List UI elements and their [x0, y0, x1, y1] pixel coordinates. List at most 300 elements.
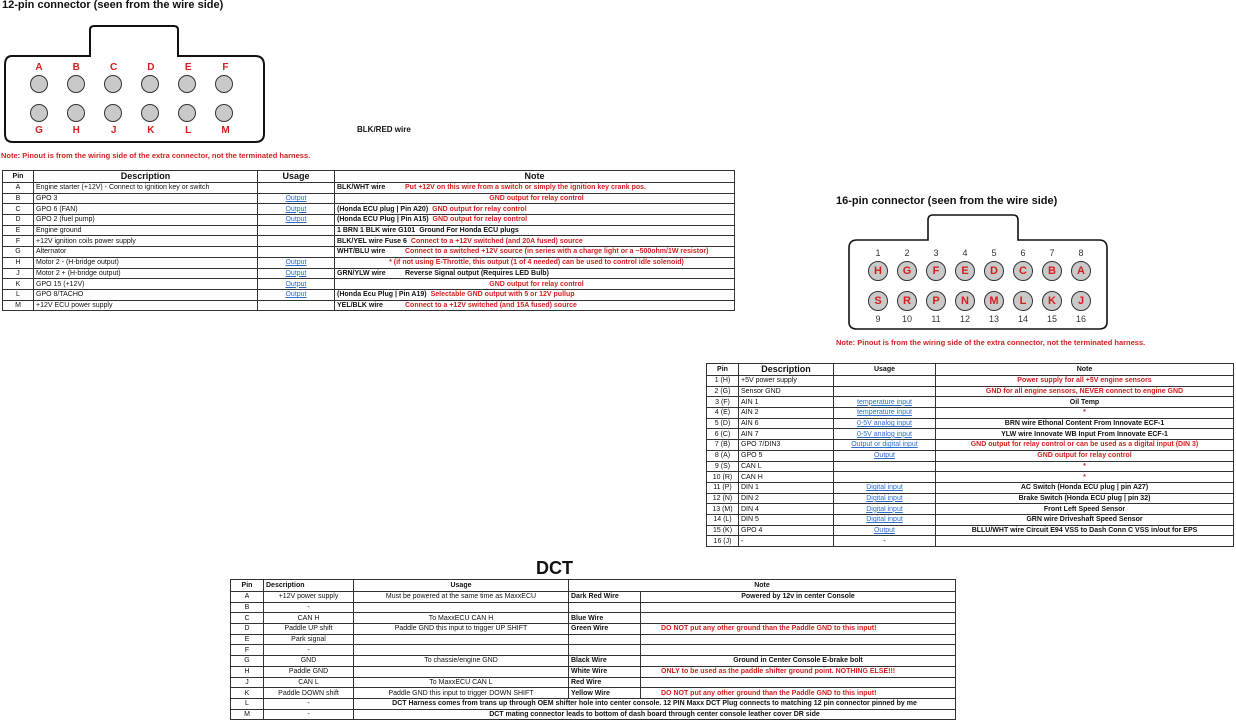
c16-usage-link[interactable]: Output or digital input — [851, 441, 918, 449]
c12-wire-label: (Honda Ecu Plug | Pin A19) — [337, 291, 427, 299]
c12-pin-circle — [178, 75, 196, 93]
dct-cell-note — [641, 677, 956, 688]
c16-cell-pin: 12 (N) — [707, 493, 739, 504]
c12-cell-usage — [258, 204, 335, 215]
dct-cell-desc: Paddle UP shift — [264, 624, 354, 635]
c16-table-row — [707, 514, 1234, 525]
dct-title: DCT — [536, 558, 573, 578]
c16-cell-usage — [834, 482, 936, 493]
dct-table-row — [231, 688, 956, 699]
c12-cell-usage — [258, 193, 335, 204]
c16-cell-pin: 6 (C) — [707, 429, 739, 440]
dct-cell-desc: GND — [264, 656, 354, 667]
c16-cell-pin: 7 (B) — [707, 440, 739, 451]
c16-table-row — [707, 429, 1234, 440]
c12-wire-label: (Honda ECU Plug | Pin A15) — [337, 216, 429, 224]
c16-header-usage: Usage — [834, 364, 936, 376]
c16-cell-note: * — [936, 408, 1234, 419]
c12-cell-usage — [258, 215, 335, 226]
dct-cell-usage — [354, 602, 569, 613]
c12-bottom-pins — [30, 104, 233, 122]
c16-pin-circle: N — [955, 291, 975, 311]
c16-cell-pin: 10 (R) — [707, 472, 739, 483]
dct-cell-pin: A — [231, 592, 264, 603]
c12-pin-circle — [141, 75, 159, 93]
dct-cell-note — [641, 634, 956, 645]
dct-table-row — [231, 677, 956, 688]
c12-cell-usage — [258, 279, 335, 290]
c16-usage-link[interactable]: Output — [873, 452, 895, 460]
c16-pin-number: 11 — [931, 314, 941, 324]
c16-cell-desc: AIN 2 — [739, 408, 834, 419]
c16-usage-link[interactable]: Digital input — [866, 484, 903, 492]
c16-cell-usage — [834, 514, 936, 525]
c16-cell-pin: 14 (L) — [707, 514, 739, 525]
c16-pin-circle: F — [926, 261, 946, 281]
c12-title: 12-pin connector (seen from the wire side) — [2, 0, 224, 11]
c16-cell-desc: GPO 4 — [739, 525, 834, 536]
c16-cell-desc: - — [739, 536, 834, 547]
c16-pin-circle: K — [1042, 291, 1062, 311]
c12-cell-desc: Engine ground — [34, 225, 258, 236]
c16-cell-usage — [834, 504, 936, 515]
c12-pinout-table — [2, 170, 735, 311]
c16-cell-usage — [834, 450, 936, 461]
c16-pin-circle: E — [955, 261, 975, 281]
c12-cell-pin: A — [3, 183, 34, 194]
c16-pin-number: 2 — [904, 248, 910, 258]
dct-cell-wire — [569, 645, 641, 656]
c16-table-row — [707, 536, 1234, 547]
c12-cell-note — [335, 215, 735, 226]
c12-cell-desc: Motor 2 + (H-bridge output) — [34, 268, 258, 279]
c16-table-row — [707, 440, 1234, 451]
c12-wire-label: 1 BRN 1 BLK wire G101 — [337, 227, 416, 235]
c16-table-row — [707, 397, 1234, 408]
dct-cell-pin: L — [231, 698, 264, 709]
dct-cell-pin: F — [231, 645, 264, 656]
dct-cell-pin: E — [231, 634, 264, 645]
c12-cell-pin: G — [3, 247, 34, 258]
dct-table-row — [231, 613, 956, 624]
c12-note-text: Connect to a +12V switched (and 20A fused) source — [410, 237, 583, 245]
c16-cell-note: YLW wire Innovate WB Input From Innovate ECF-1 — [936, 429, 1234, 440]
c12-cell-desc: Alternator — [34, 247, 258, 258]
c16-cell-pin: 13 (M) — [707, 504, 739, 515]
dct-table-row — [231, 666, 956, 677]
c16-note: Note: Pinout is from the wiring side of the extra connector, not the terminated harness. — [836, 338, 1146, 347]
dct-cell-pin: M — [231, 709, 264, 720]
c12-cell-usage — [258, 268, 335, 279]
c12-header-note: Note — [335, 171, 735, 183]
c16-table-row — [707, 525, 1234, 536]
c12-cell-note — [335, 289, 735, 300]
c16-cell-desc: +5V power supply — [739, 376, 834, 387]
c16-pin-number: 16 — [1075, 314, 1086, 324]
c16-cell-desc: DIN 2 — [739, 493, 834, 504]
c16-usage-link: - — [883, 537, 886, 545]
c12-pin-label: A — [35, 62, 43, 73]
dct-cell-note: DO NOT put any other ground than the Paddle GND to this input! — [641, 624, 956, 635]
c16-pin-number: 13 — [988, 314, 999, 324]
dct-cell-note — [641, 613, 956, 624]
c12-cell-desc: GPO 2 (fuel pump) — [34, 215, 258, 226]
c16-cell-desc: Sensor GND — [739, 386, 834, 397]
dct-cell-desc: Paddle DOWN shift — [264, 688, 354, 699]
c12-cell-pin: F — [3, 236, 34, 247]
c16-table-row — [707, 493, 1234, 504]
c12-note: Note: Pinout is from the wiring side of the extra connector, not the terminated harness. — [1, 151, 311, 160]
c16-cell-usage — [834, 472, 936, 483]
c12-note-text: GND output for relay control — [432, 205, 527, 213]
c16-usage-link[interactable]: Digital input — [866, 494, 903, 502]
c16-title: 16-pin connector (seen from the wire side) — [836, 195, 1058, 207]
c16-cell-usage — [834, 440, 936, 451]
c12-cell-note — [335, 236, 735, 247]
c16-table-row — [707, 376, 1234, 387]
dct-cell-wide-note: DCT mating connector leads to bottom of dash board through center console leather cover DR side — [354, 709, 956, 720]
c16-pin-number: 12 — [959, 314, 970, 324]
c16-table-row — [707, 461, 1234, 472]
c16-pin-number: 8 — [1078, 248, 1084, 258]
c16-cell-note: * — [936, 461, 1234, 472]
dct-cell-wire: White Wire — [569, 666, 641, 677]
c16-cell-usage — [834, 408, 936, 419]
dct-cell-pin: H — [231, 666, 264, 677]
dct-table-row-wide — [231, 709, 956, 720]
c12-pin-circle — [141, 104, 159, 122]
c16-table-row — [707, 504, 1234, 515]
c16-table-row — [707, 418, 1234, 429]
dct-header-usage: Usage — [354, 580, 569, 592]
c12-table-row — [3, 247, 735, 258]
c12-table-row — [3, 289, 735, 300]
dct-header-pin: Pin — [231, 580, 264, 592]
c16-table-row — [707, 450, 1234, 461]
c16-cell-usage — [834, 386, 936, 397]
c16-pin-circle: C — [1013, 261, 1033, 281]
dct-cell-pin: G — [231, 656, 264, 667]
dct-header-desc: Description — [264, 580, 354, 592]
c16-pin-circle: G — [897, 261, 917, 281]
c12-pin-label: J — [110, 125, 117, 136]
c12-cell-pin: B — [3, 193, 34, 204]
c16-pin-circle: D — [984, 261, 1004, 281]
dct-cell-usage — [354, 645, 569, 656]
c12-pin-label: G — [35, 125, 43, 136]
dct-table-row — [231, 656, 956, 667]
c12-pin-circle — [178, 104, 196, 122]
c12-cell-usage — [258, 183, 335, 194]
dct-cell-usage: To chassie/engine GND — [354, 656, 569, 667]
c12-header-usage: Usage — [258, 171, 335, 183]
c16-pin-circle: M — [984, 291, 1004, 311]
c12-usage-link[interactable]: Output — [285, 291, 307, 299]
dct-table-row — [231, 645, 956, 656]
c12-pin-circle — [215, 104, 233, 122]
c16-cell-desc: DIN 5 — [739, 514, 834, 525]
dct-cell-desc: CAN H — [264, 613, 354, 624]
c12-cell-usage — [258, 289, 335, 300]
c12-pin-circle — [104, 104, 122, 122]
c16-cell-usage — [834, 536, 936, 547]
c16-cell-note: Brake Switch (Honda ECU plug | pin 32) — [936, 493, 1234, 504]
dct-cell-note — [641, 645, 956, 656]
c12-cell-pin: M — [3, 300, 34, 311]
c16-cell-pin: 8 (A) — [707, 450, 739, 461]
dct-cell-wire: Red Wire — [569, 677, 641, 688]
c16-usage-link[interactable]: Digital input — [866, 516, 903, 524]
c12-cell-note — [335, 279, 735, 290]
c12-table-row — [3, 183, 735, 194]
c16-pin-circle: S — [868, 291, 888, 311]
dct-cell-wire: Blue Wire — [569, 613, 641, 624]
c16-cell-pin: 5 (D) — [707, 418, 739, 429]
dct-cell-usage — [354, 634, 569, 645]
c12-pin-label: M — [221, 125, 230, 136]
c16-bottom-pins — [868, 291, 1091, 311]
c12-usage-link[interactable]: Output — [285, 280, 307, 288]
dct-table-row-wide — [231, 698, 956, 709]
c12-cell-pin: D — [3, 215, 34, 226]
c12-cell-note — [335, 204, 735, 215]
c16-table-row — [707, 482, 1234, 493]
c16-cell-desc: DIN 1 — [739, 482, 834, 493]
c16-header-note: Note — [936, 364, 1234, 376]
c12-bottom-labels — [28, 125, 236, 136]
dct-cell-usage: To MaxxECU CAN H — [354, 613, 569, 624]
c12-cell-note — [335, 183, 735, 194]
c12-table-row — [3, 215, 735, 226]
c12-wire-label: (Honda ECU plug | Pin A20) — [337, 205, 429, 213]
c12-cell-pin: L — [3, 289, 34, 300]
c16-cell-desc: GPO 5 — [739, 450, 834, 461]
c16-cell-desc: CAN H — [739, 472, 834, 483]
c16-pin-number: 4 — [962, 248, 968, 258]
c12-cell-pin: J — [3, 268, 34, 279]
c16-cell-note: Front Left Speed Sensor — [936, 504, 1234, 515]
c12-cell-desc: GPO 6 (FAN) — [34, 204, 258, 215]
dct-cell-wide-note: DCT Harness comes from trans up through OEM shifter hole into center console. 12 PIN Maxx DCT Plug connects to matching 12 pin connector pinned by me — [354, 698, 956, 709]
c12-note-text: Ground For Honda ECU plugs — [419, 227, 519, 235]
c12-cell-note — [335, 268, 735, 279]
dct-cell-desc: Paddle GND — [264, 666, 354, 677]
c16-usage-link[interactable]: Digital input — [866, 505, 903, 513]
c16-cell-usage — [834, 418, 936, 429]
c12-table-row — [3, 236, 735, 247]
c16-cell-note: GND for all engine sensors, NEVER connect to engine GND — [936, 386, 1234, 397]
c12-cell-note — [335, 225, 735, 236]
c16-cell-note: AC Switch (Honda ECU plug | pin A27) — [936, 482, 1234, 493]
dct-table-row — [231, 592, 956, 603]
c12-cell-note — [335, 257, 735, 268]
c16-cell-note: Power supply for all +5V engine sensors — [936, 376, 1234, 387]
c16-cell-note: GRN wire Driveshaft Speed Sensor — [936, 514, 1234, 525]
c12-pin-circle — [67, 104, 85, 122]
c12-usage-link[interactable]: Output — [285, 269, 307, 277]
c12-pin-circle — [30, 104, 48, 122]
c16-table-row — [707, 408, 1234, 419]
c16-pin-number: 7 — [1049, 248, 1055, 258]
c12-table-row — [3, 257, 735, 268]
c12-table-row — [3, 193, 735, 204]
c12-header-pin: Pin — [3, 171, 34, 183]
c16-top-pins — [868, 261, 1091, 281]
c16-header-pin: Pin — [707, 364, 739, 376]
c16-pin-number: 5 — [991, 248, 997, 258]
c12-table-row — [3, 300, 735, 311]
dct-cell-note — [641, 602, 956, 613]
c12-pin-label: L — [185, 125, 192, 136]
c12-note-text: * (if not using E-Throttle, this output (1 of 4 needed) can be used to control idle solenoid) — [389, 259, 684, 267]
c16-pin-circle: A — [1071, 261, 1091, 281]
c16-cell-usage — [834, 397, 936, 408]
c16-cell-pin: 1 (H) — [707, 376, 739, 387]
c12-cell-pin: C — [3, 204, 34, 215]
dct-cell-pin: C — [231, 613, 264, 624]
c16-pin-number: 15 — [1046, 314, 1057, 324]
c16-pin-circle: R — [897, 291, 917, 311]
c16-pin-number: 9 — [875, 314, 881, 324]
c16-bottom-numbers — [867, 314, 1092, 324]
c12-cell-usage — [258, 257, 335, 268]
c12-pin-label: B — [72, 62, 80, 73]
c16-pin-number: 6 — [1020, 248, 1026, 258]
c16-usage-link[interactable]: temperature input — [857, 398, 912, 406]
c12-pin-label: D — [147, 62, 155, 73]
c16-pin-number: 3 — [933, 248, 939, 258]
c16-pin-number: 10 — [901, 314, 912, 324]
c12-table-row — [3, 225, 735, 236]
c16-usage-link[interactable]: temperature input — [857, 409, 912, 417]
c16-usage-link[interactable]: 0-5V analog input — [857, 430, 912, 438]
dct-cell-usage: Paddle GND this input to trigger UP SHIFT — [354, 624, 569, 635]
c12-cell-note — [335, 193, 735, 204]
c12-cell-desc: +12V ignition coils power supply — [34, 236, 258, 247]
c12-cell-desc: Motor 2 - (H-bridge output) — [34, 257, 258, 268]
dct-table-row — [231, 634, 956, 645]
c12-side-label: BLK/RED wire — [357, 125, 411, 134]
c16-pin-circle: H — [868, 261, 888, 281]
c16-pin-circle: B — [1042, 261, 1062, 281]
c16-cell-pin: 16 (J) — [707, 536, 739, 547]
c12-pin-label: H — [72, 125, 80, 136]
c16-cell-desc: CAN L — [739, 461, 834, 472]
c16-cell-usage — [834, 525, 936, 536]
c16-header-desc: Description — [739, 364, 834, 376]
dct-cell-pin: J — [231, 677, 264, 688]
c16-cell-pin: 2 (G) — [707, 386, 739, 397]
c12-note-text: Connect to a +12V switched (and 15A fused) source — [405, 301, 577, 309]
dct-cell-wire: Green Wire — [569, 624, 641, 635]
c12-note-text: Put +12V on this wire from a switch or simply the ignition key crank pos. — [405, 184, 646, 192]
c16-cell-desc: GPO 7/DIN3 — [739, 440, 834, 451]
c12-cell-note — [335, 247, 735, 258]
c12-cell-desc: Engine starter (+12V) - Connect to ignition key or switch — [34, 183, 258, 194]
c12-table-row — [3, 268, 735, 279]
c12-cell-note — [335, 300, 735, 311]
c12-note-text: GND output for relay control — [489, 280, 584, 288]
dct-cell-desc: Park signal — [264, 634, 354, 645]
dct-cell-usage: Paddle GND this input to trigger DOWN SHIFT — [354, 688, 569, 699]
c12-cell-desc: GPO 3 — [34, 193, 258, 204]
c12-pin-circle — [104, 75, 122, 93]
c12-wire-label: BLK/YEL wire Fuse 6 — [337, 237, 407, 245]
c12-cell-desc: GPO 8/TACHO — [34, 289, 258, 300]
c16-cell-note: GND output for relay control — [936, 450, 1234, 461]
c16-pin-circle: J — [1071, 291, 1091, 311]
dct-cell-desc: - — [264, 698, 354, 709]
c12-wire-label: GRN/YLW wire — [337, 269, 386, 277]
dct-cell-wire: Black Wire — [569, 656, 641, 667]
c12-cell-desc: +12V ECU power supply — [34, 300, 258, 311]
c12-usage-link[interactable]: Output — [285, 205, 307, 213]
dct-cell-note: Powered by 12v in center Console — [641, 592, 956, 603]
dct-cell-pin: K — [231, 688, 264, 699]
c12-top-pins — [30, 75, 233, 93]
c12-top-labels — [28, 62, 236, 73]
c12-cell-usage — [258, 300, 335, 311]
c16-table-row — [707, 386, 1234, 397]
c16-pin-number: 1 — [875, 248, 881, 258]
dct-cell-pin: B — [231, 602, 264, 613]
c12-pin-label: C — [109, 62, 118, 73]
c16-pin-circle: P — [926, 291, 946, 311]
dct-cell-desc: +12V power supply — [264, 592, 354, 603]
c12-wire-label: YEL/BLK wire — [337, 301, 383, 309]
dct-header-note: Note — [569, 580, 956, 592]
dct-table-row — [231, 602, 956, 613]
c16-cell-note: Oil Temp — [936, 397, 1234, 408]
c16-cell-usage — [834, 493, 936, 504]
c16-table-row — [707, 472, 1234, 483]
c12-cell-usage — [258, 247, 335, 258]
c16-cell-pin: 11 (P) — [707, 482, 739, 493]
dct-cell-usage — [354, 666, 569, 677]
c16-cell-pin: 9 (S) — [707, 461, 739, 472]
dct-pinout-table — [230, 579, 956, 720]
dct-cell-note: ONLY to be used as the paddle shifter ground point. NOTHING ELSE!!! — [641, 666, 956, 677]
c12-usage-link[interactable]: Output — [285, 195, 307, 203]
dct-cell-wire: Dark Red Wire — [569, 592, 641, 603]
c12-note-text: Reverse Signal output (Requires LED Bulb) — [405, 269, 549, 277]
c16-usage-link[interactable]: 0-5V analog input — [857, 420, 912, 428]
dct-cell-usage: To MaxxECU CAN L — [354, 677, 569, 688]
c16-pinout-table — [706, 363, 1234, 547]
c12-cell-usage — [258, 236, 335, 247]
c16-top-numbers — [867, 248, 1092, 258]
c16-cell-desc: DIN 4 — [739, 504, 834, 515]
c16-cell-note: GND output for relay control or can be used as a digital input (DIN 3) — [936, 440, 1234, 451]
c16-cell-usage — [834, 461, 936, 472]
c16-cell-desc: AIN 1 — [739, 397, 834, 408]
c12-usage-link[interactable]: Output — [285, 216, 307, 224]
c16-cell-note: BLLU/WHT wire Circuit E94 VSS to Dash Conn C VSS in/out for EPS — [936, 525, 1234, 536]
c16-cell-desc: AIN 6 — [739, 418, 834, 429]
c16-cell-pin: 3 (F) — [707, 397, 739, 408]
c12-cell-pin: H — [3, 257, 34, 268]
c12-cell-desc: GPO 15 (+12V) — [34, 279, 258, 290]
c16-cell-usage — [834, 376, 936, 387]
c12-usage-link[interactable]: Output — [285, 259, 307, 267]
c16-cell-note: * — [936, 472, 1234, 483]
c16-usage-link[interactable]: Output — [873, 526, 895, 534]
c16-cell-note — [936, 536, 1234, 547]
c12-wire-label: WHT/BLU wire — [337, 248, 386, 256]
dct-cell-pin: D — [231, 624, 264, 635]
c12-cell-usage — [258, 225, 335, 236]
dct-cell-wire: Yellow Wire — [569, 688, 641, 699]
